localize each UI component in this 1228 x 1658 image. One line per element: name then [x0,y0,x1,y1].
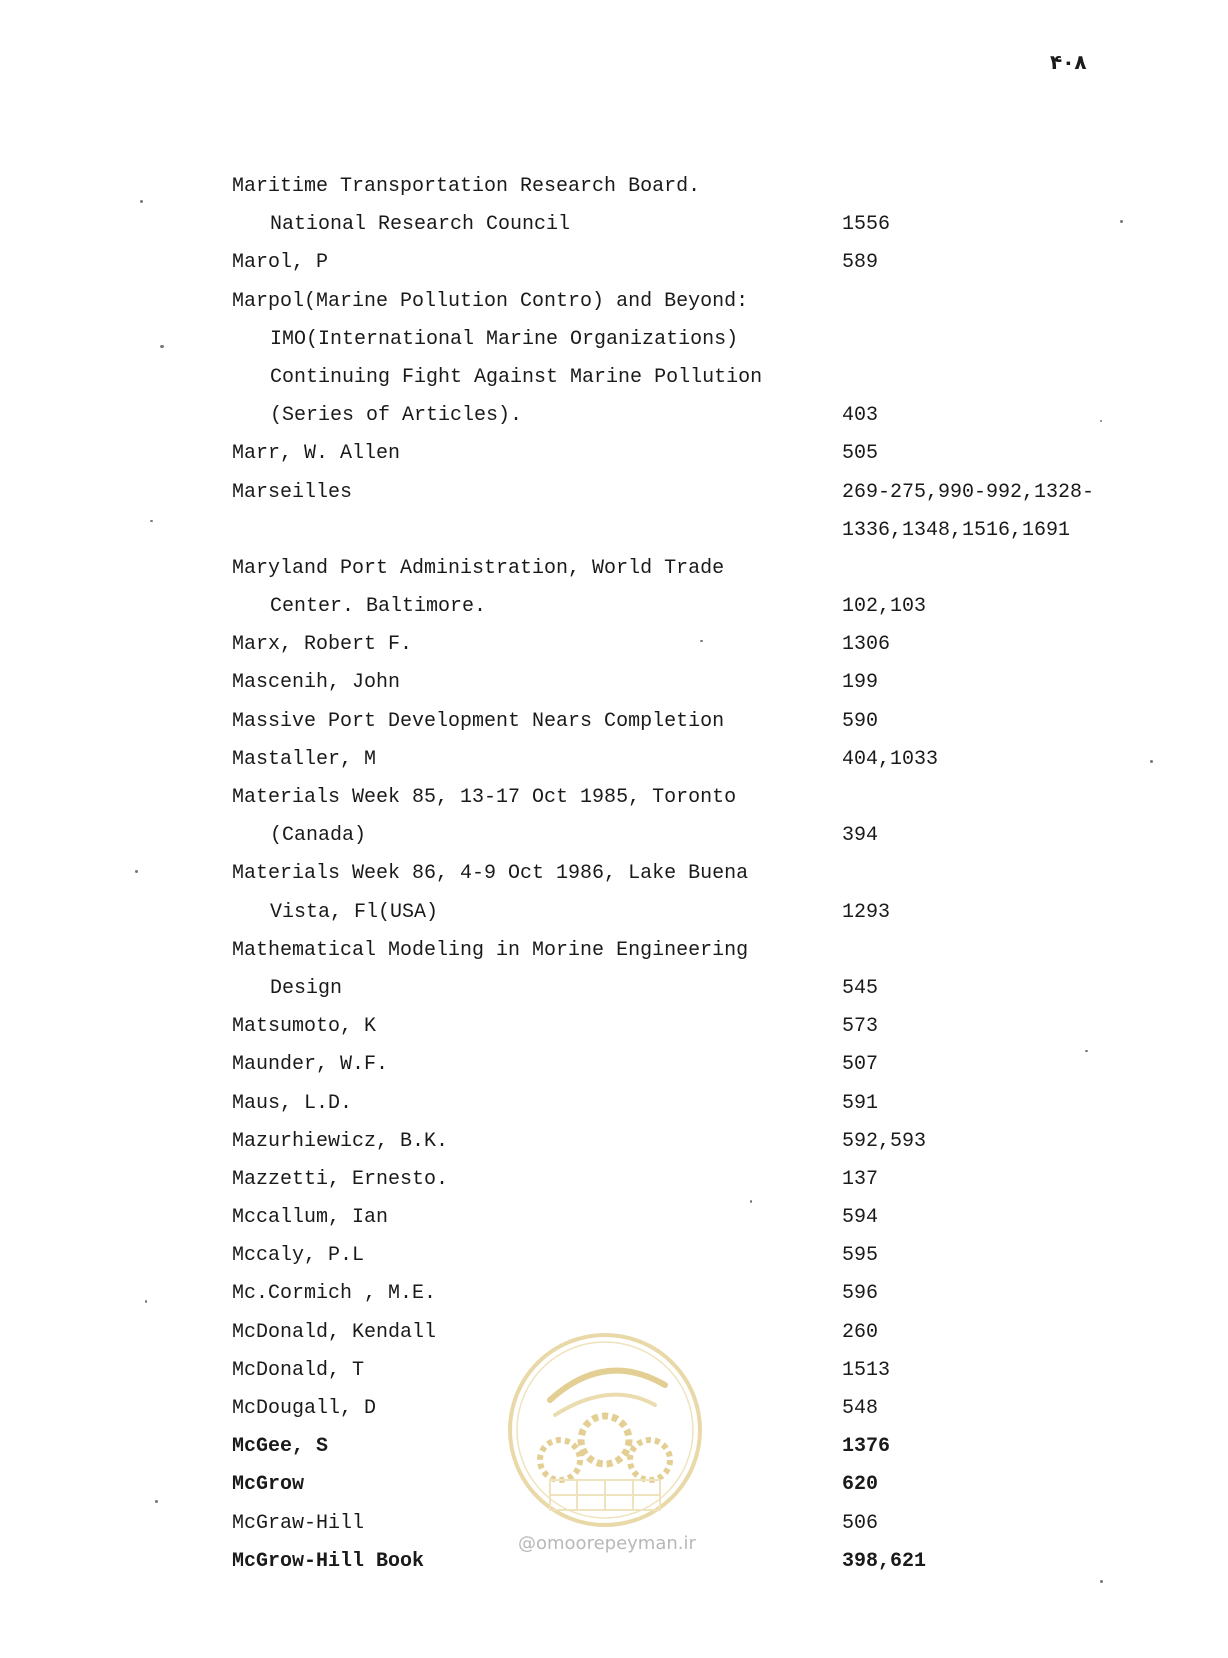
index-entry [0,1199,1228,1237]
entry-term: Massive Port Development Nears Completion [232,709,725,733]
entry-pages: 590 [842,709,879,733]
entry-pages: 1336,1348,1516,1691 [842,518,1071,542]
entry-pages: 620 [842,1473,879,1497]
index-entry [0,283,1228,321]
entry-term: McGee, S [232,1435,329,1459]
index-entry [0,1275,1228,1313]
entry-pages: 596 [842,1282,879,1306]
index-entry [0,512,1228,550]
entry-term: Mazurhiewicz, B.K. [232,1129,449,1153]
entry-term: Mccallum, Ian [232,1206,389,1230]
index-entry [0,855,1228,893]
entry-pages: 403 [842,404,879,428]
entry-pages: 199 [842,671,879,695]
entry-pages: 505 [842,442,879,466]
index-entry [0,1085,1228,1123]
entry-term: IMO(International Marine Organizations) [270,327,739,351]
entry-term: Maritime Transportation Research Board. [232,175,701,198]
index-entry [0,168,1228,206]
index-entry [0,206,1228,244]
entry-term: McDonald, T [232,1358,365,1382]
entry-pages: 594 [842,1206,879,1230]
entry-term: Maunder, W.F. [232,1053,389,1077]
entry-pages: 591 [842,1091,879,1115]
entry-pages: 545 [842,976,879,1000]
entry-pages: 548 [842,1397,879,1420]
entry-pages: 260 [842,1320,879,1344]
entry-term: Mathematical Modeling in Morine Engineering [232,938,749,962]
entry-pages: 394 [842,824,879,848]
watermark-seal-icon [505,1330,705,1530]
index-entry [0,244,1228,282]
index-entry [0,664,1228,702]
entry-term: Marol, P [232,251,329,275]
index-entry [0,779,1228,817]
entry-term: Materials Week 85, 13-17 Oct 1985, Toronto [232,786,737,809]
entry-term: Matsumoto, K [232,1015,377,1039]
entry-term: Materials Week 86, 4-9 Oct 1986, Lake Buena [232,862,749,886]
index-entry [0,894,1228,932]
index-entry [0,703,1228,741]
entry-term: Maryland Port Administration, World Trade [232,556,725,580]
entry-term: Marseilles [232,480,353,504]
index-entry [0,321,1228,359]
entry-term: Continuing Fight Against Marine Pollution [270,365,763,389]
watermark-text: @omoorepeyman.ir [518,1533,696,1554]
entry-pages: 1556 [842,213,891,237]
index-entry [0,474,1228,512]
entry-term: Mastaller, M [232,747,377,771]
index-entry [0,970,1228,1008]
entry-pages: 1376 [842,1435,891,1459]
index-entry [0,550,1228,588]
entry-pages: 589 [842,251,879,275]
index-entry [0,1123,1228,1161]
index-entry [0,1161,1228,1199]
index-entry [0,397,1228,435]
entry-pages: 1293 [842,900,891,924]
entry-pages: 506 [842,1511,879,1535]
entry-pages: 595 [842,1244,879,1268]
index-entry [0,588,1228,626]
entry-term: (Series of Articles). [270,404,523,428]
entry-term: National Research Council [270,213,571,237]
entry-pages: 573 [842,1015,879,1039]
entry-term: McGraw-Hill [232,1511,365,1535]
entry-term: McGrow [232,1473,305,1497]
entry-pages: 398,621 [842,1549,927,1573]
index-entry [0,626,1228,664]
index-entry [0,435,1228,473]
entry-term: Design [270,976,343,1000]
entry-term: Center. Baltimore. [270,595,487,619]
entry-term: (Canada) [270,824,367,848]
entry-term: Maus, L.D. [232,1091,353,1115]
entry-term: Mascenih, John [232,671,401,695]
index-entry [0,1237,1228,1275]
entry-pages: 404,1033 [842,747,939,771]
entry-term: McDougall, D [232,1397,377,1420]
entry-pages: 269-275,990-992,1328- [842,480,1095,504]
entry-pages: 137 [842,1167,879,1191]
entry-pages: 507 [842,1053,879,1077]
index-entry [0,741,1228,779]
entry-term: Marx, Robert F. [232,633,413,657]
entry-pages: 102,103 [842,595,927,619]
entry-term: Vista, Fl(USA) [270,900,439,924]
entry-term: Mazzetti, Ernesto. [232,1167,449,1191]
entry-term: McGrow-Hill Book [232,1549,425,1573]
page-number: ۴۰۸ [1050,50,1087,74]
entry-pages: 1513 [842,1358,891,1382]
entry-pages: 1306 [842,633,891,657]
index-entry [0,1046,1228,1084]
index-entry [0,817,1228,855]
entry-term: Marpol(Marine Pollution Contro) and Beyond: [232,289,749,313]
index-entry [0,359,1228,397]
index-entry [0,1008,1228,1046]
entry-term: McDonald, Kendall [232,1320,437,1344]
entry-term: Mc.Cormich , M.E. [232,1282,437,1306]
entry-term: Mccaly, P.L [232,1244,365,1268]
index-entry [0,932,1228,970]
entry-term: Marr, W. Allen [232,442,401,466]
entry-pages: 592,593 [842,1129,927,1153]
